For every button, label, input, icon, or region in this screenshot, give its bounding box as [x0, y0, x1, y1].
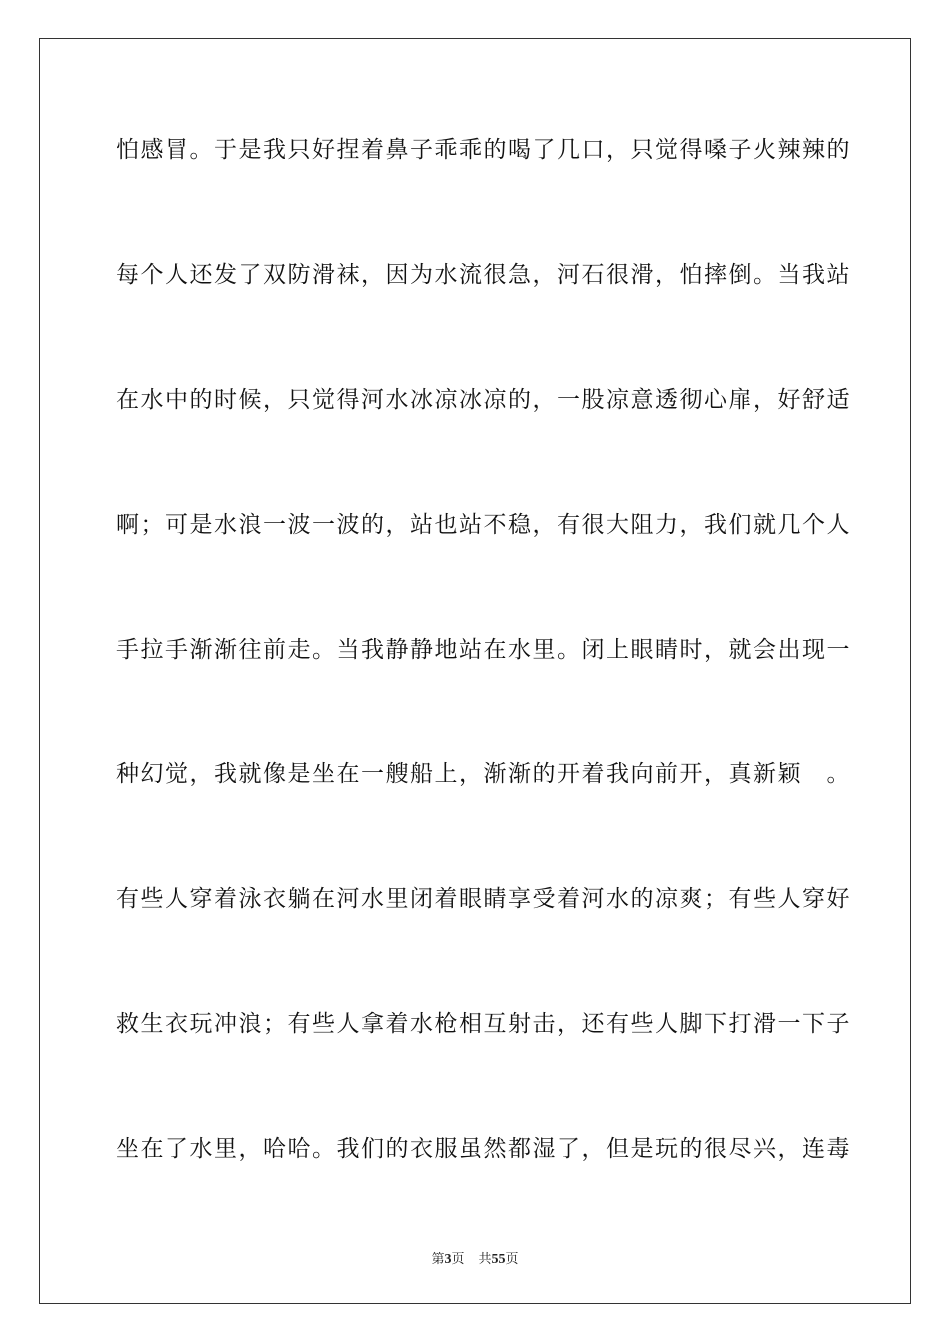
text-line-2: 每个人还发了双防滑袜，因为水流很急，河石很滑，怕摔倒。当我站 [116, 262, 851, 288]
page-footer [0, 1248, 950, 1268]
text-line-1: 怕感冒。于是我只好捏着鼻子乖乖的喝了几口，只觉得嗓子火辣辣的 [116, 137, 851, 163]
text-line-3: 在水中的时候，只觉得河水冰凉冰凉的，一股凉意透彻心扉，好舒适 [116, 387, 851, 413]
text-line-6: 种幻觉，我就像是坐在一艘船上，渐渐的开着我向前开，真新颖 。 [116, 761, 851, 787]
text-line-8: 救生衣玩冲浪；有些人拿着水枪相互射击，还有些人脚下打滑一下子 [116, 1011, 851, 1037]
text-line-7: 有些人穿着泳衣躺在河水里闭着眼睛享受着河水的凉爽；有些人穿好 [116, 886, 851, 912]
total-pages: 55 [491, 1252, 506, 1267]
text-line-4: 啊；可是水浪一波一波的，站也站不稳，有很大阻力，我们就几个人 [116, 512, 851, 538]
total-suffix: 页 [505, 1252, 519, 1267]
page-frame [39, 38, 911, 1304]
page-prefix: 第 [431, 1252, 445, 1267]
text-line-5: 手拉手渐渐往前走。当我静静地站在水里。闭上眼睛时，就会出现一 [116, 637, 851, 663]
text-line-9: 坐在了水里，哈哈。我们的衣服虽然都湿了，但是玩的很尽兴，连毒 [116, 1136, 851, 1162]
total-prefix: 共 [478, 1252, 492, 1267]
page-number: 3 [444, 1252, 452, 1267]
page-suffix: 页 [451, 1252, 465, 1267]
